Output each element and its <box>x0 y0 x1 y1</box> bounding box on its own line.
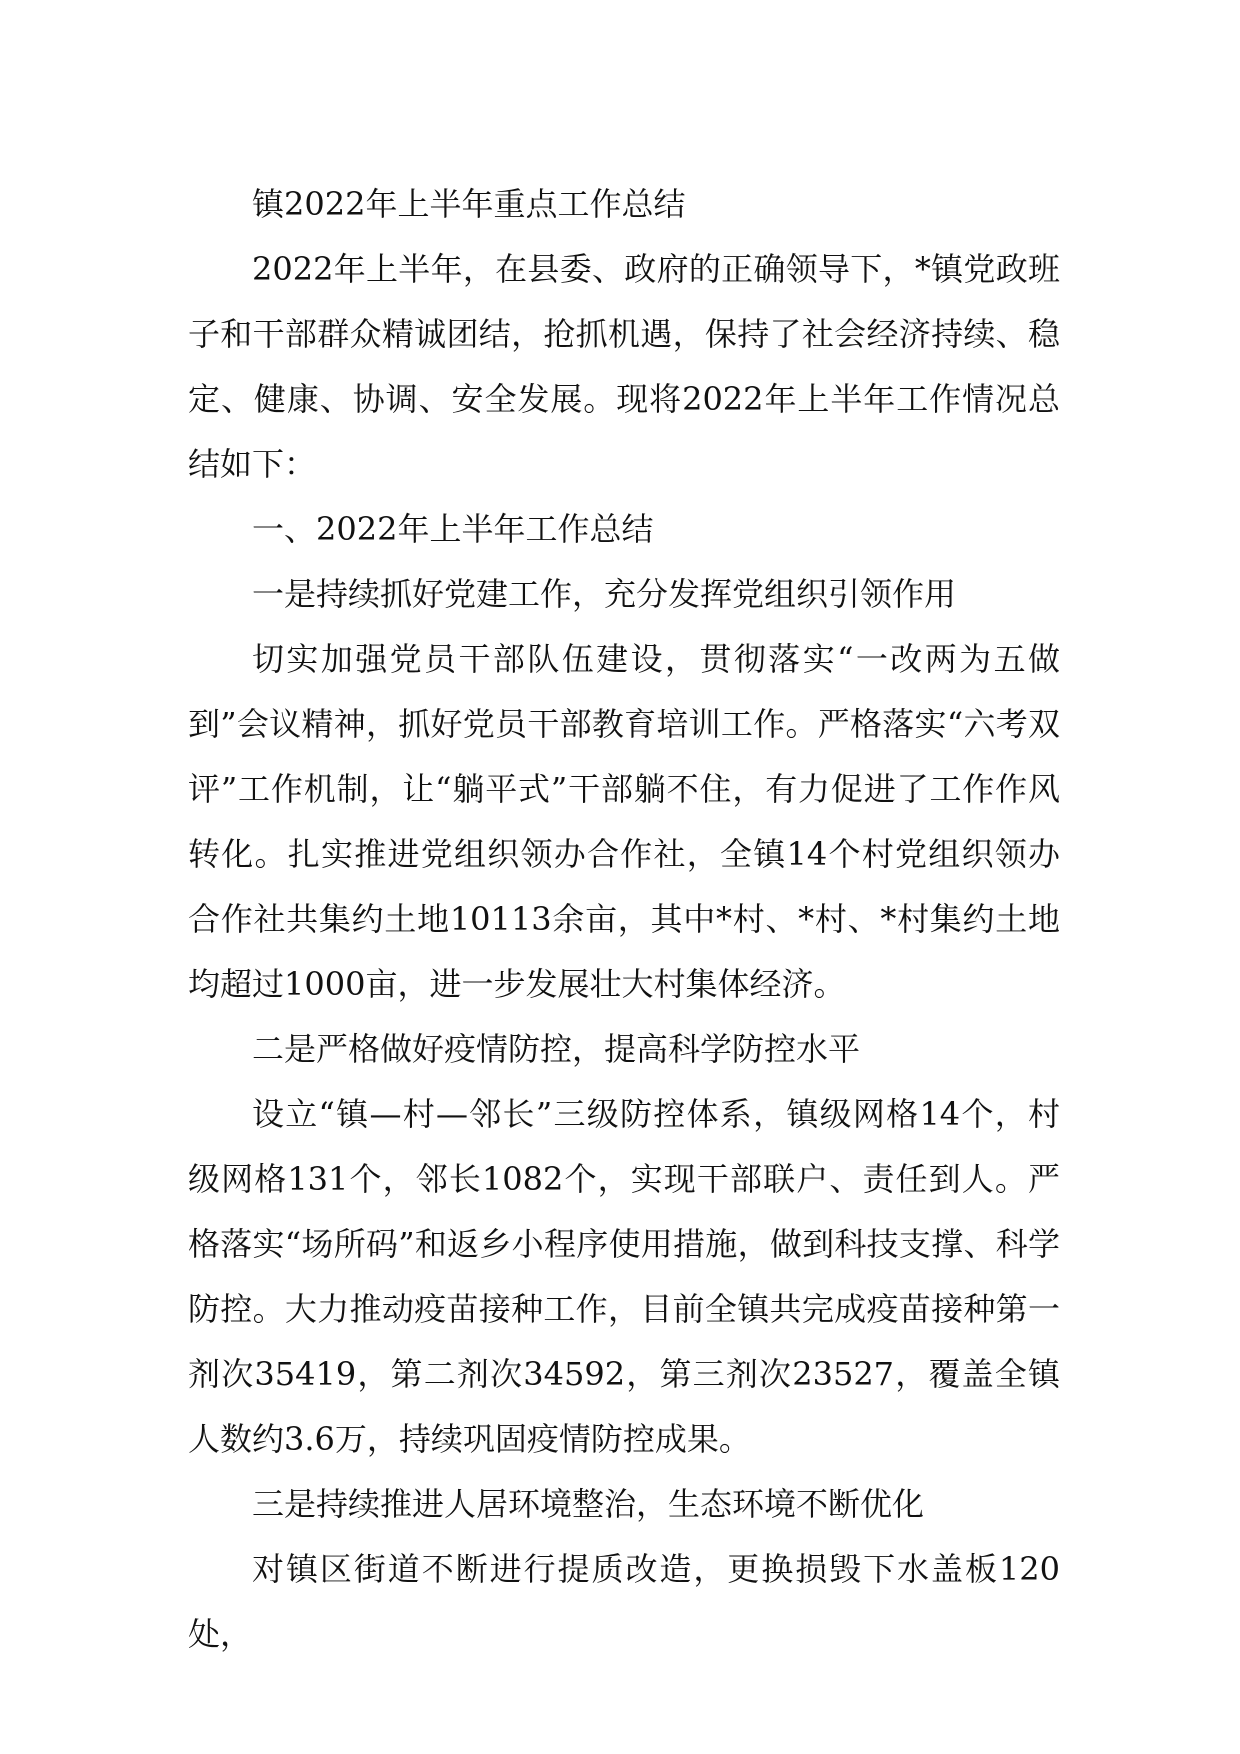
paragraph-environment: 对镇区街道不断进行提质改造，更换损毁下水盖板120处， <box>188 1550 1060 1653</box>
paragraph-party-building: 切实加强党员干部队伍建设，贯彻落实“一改两为五做到”会议精神，抓好党员干部教育培训工作。严格落实“六考双评”工作机制，让“躺平式”干部躺不住，有力促进了工作作风转化。扎实推进党组织领办合作社，全镇14个村党组织领办合作社共集约土地10113余亩，其中*村、*村、*村集约土地均超过1000亩，进一步发展壮大村集体经济。 <box>188 640 1060 1003</box>
subheading-environment: 三是持续推进人居环境整治，生态环境不断优化 <box>252 1485 925 1523</box>
subheading-party-building: 一是持续抓好党建工作，充分发挥党组织引领作用 <box>252 575 957 613</box>
document-body <box>188 172 1060 1667</box>
intro-paragraph: 2022年上半年，在县委、政府的正确领导下，*镇党政班子和干部群众精诚团结，抢抓机遇，保持了社会经济持续、稳定、健康、协调、安全发展。现将2022年上半年工作情况总结如下： <box>188 250 1060 483</box>
subheading-epidemic-control: 二是严格做好疫情防控，提高科学防控水平 <box>252 1030 861 1068</box>
section-heading-1: 一、2022年上半年工作总结 <box>252 510 654 548</box>
paragraph-epidemic-control: 设立“镇—村—邻长”三级防控体系，镇级网格14个，村级网格131个，邻长1082个，实现干部联户、责任到人。严格落实“场所码”和返乡小程序使用措施，做到科技支撑、科学防控。大力推动疫苗接种工作，目前全镇共完成疫苗接种第一剂次35419，第二剂次34592，第三剂次23527，覆盖全镇人数约3.6万，持续巩固疫情防控成果。 <box>188 1095 1060 1458</box>
document-title: 镇2022年上半年重点工作总结 <box>252 185 686 223</box>
